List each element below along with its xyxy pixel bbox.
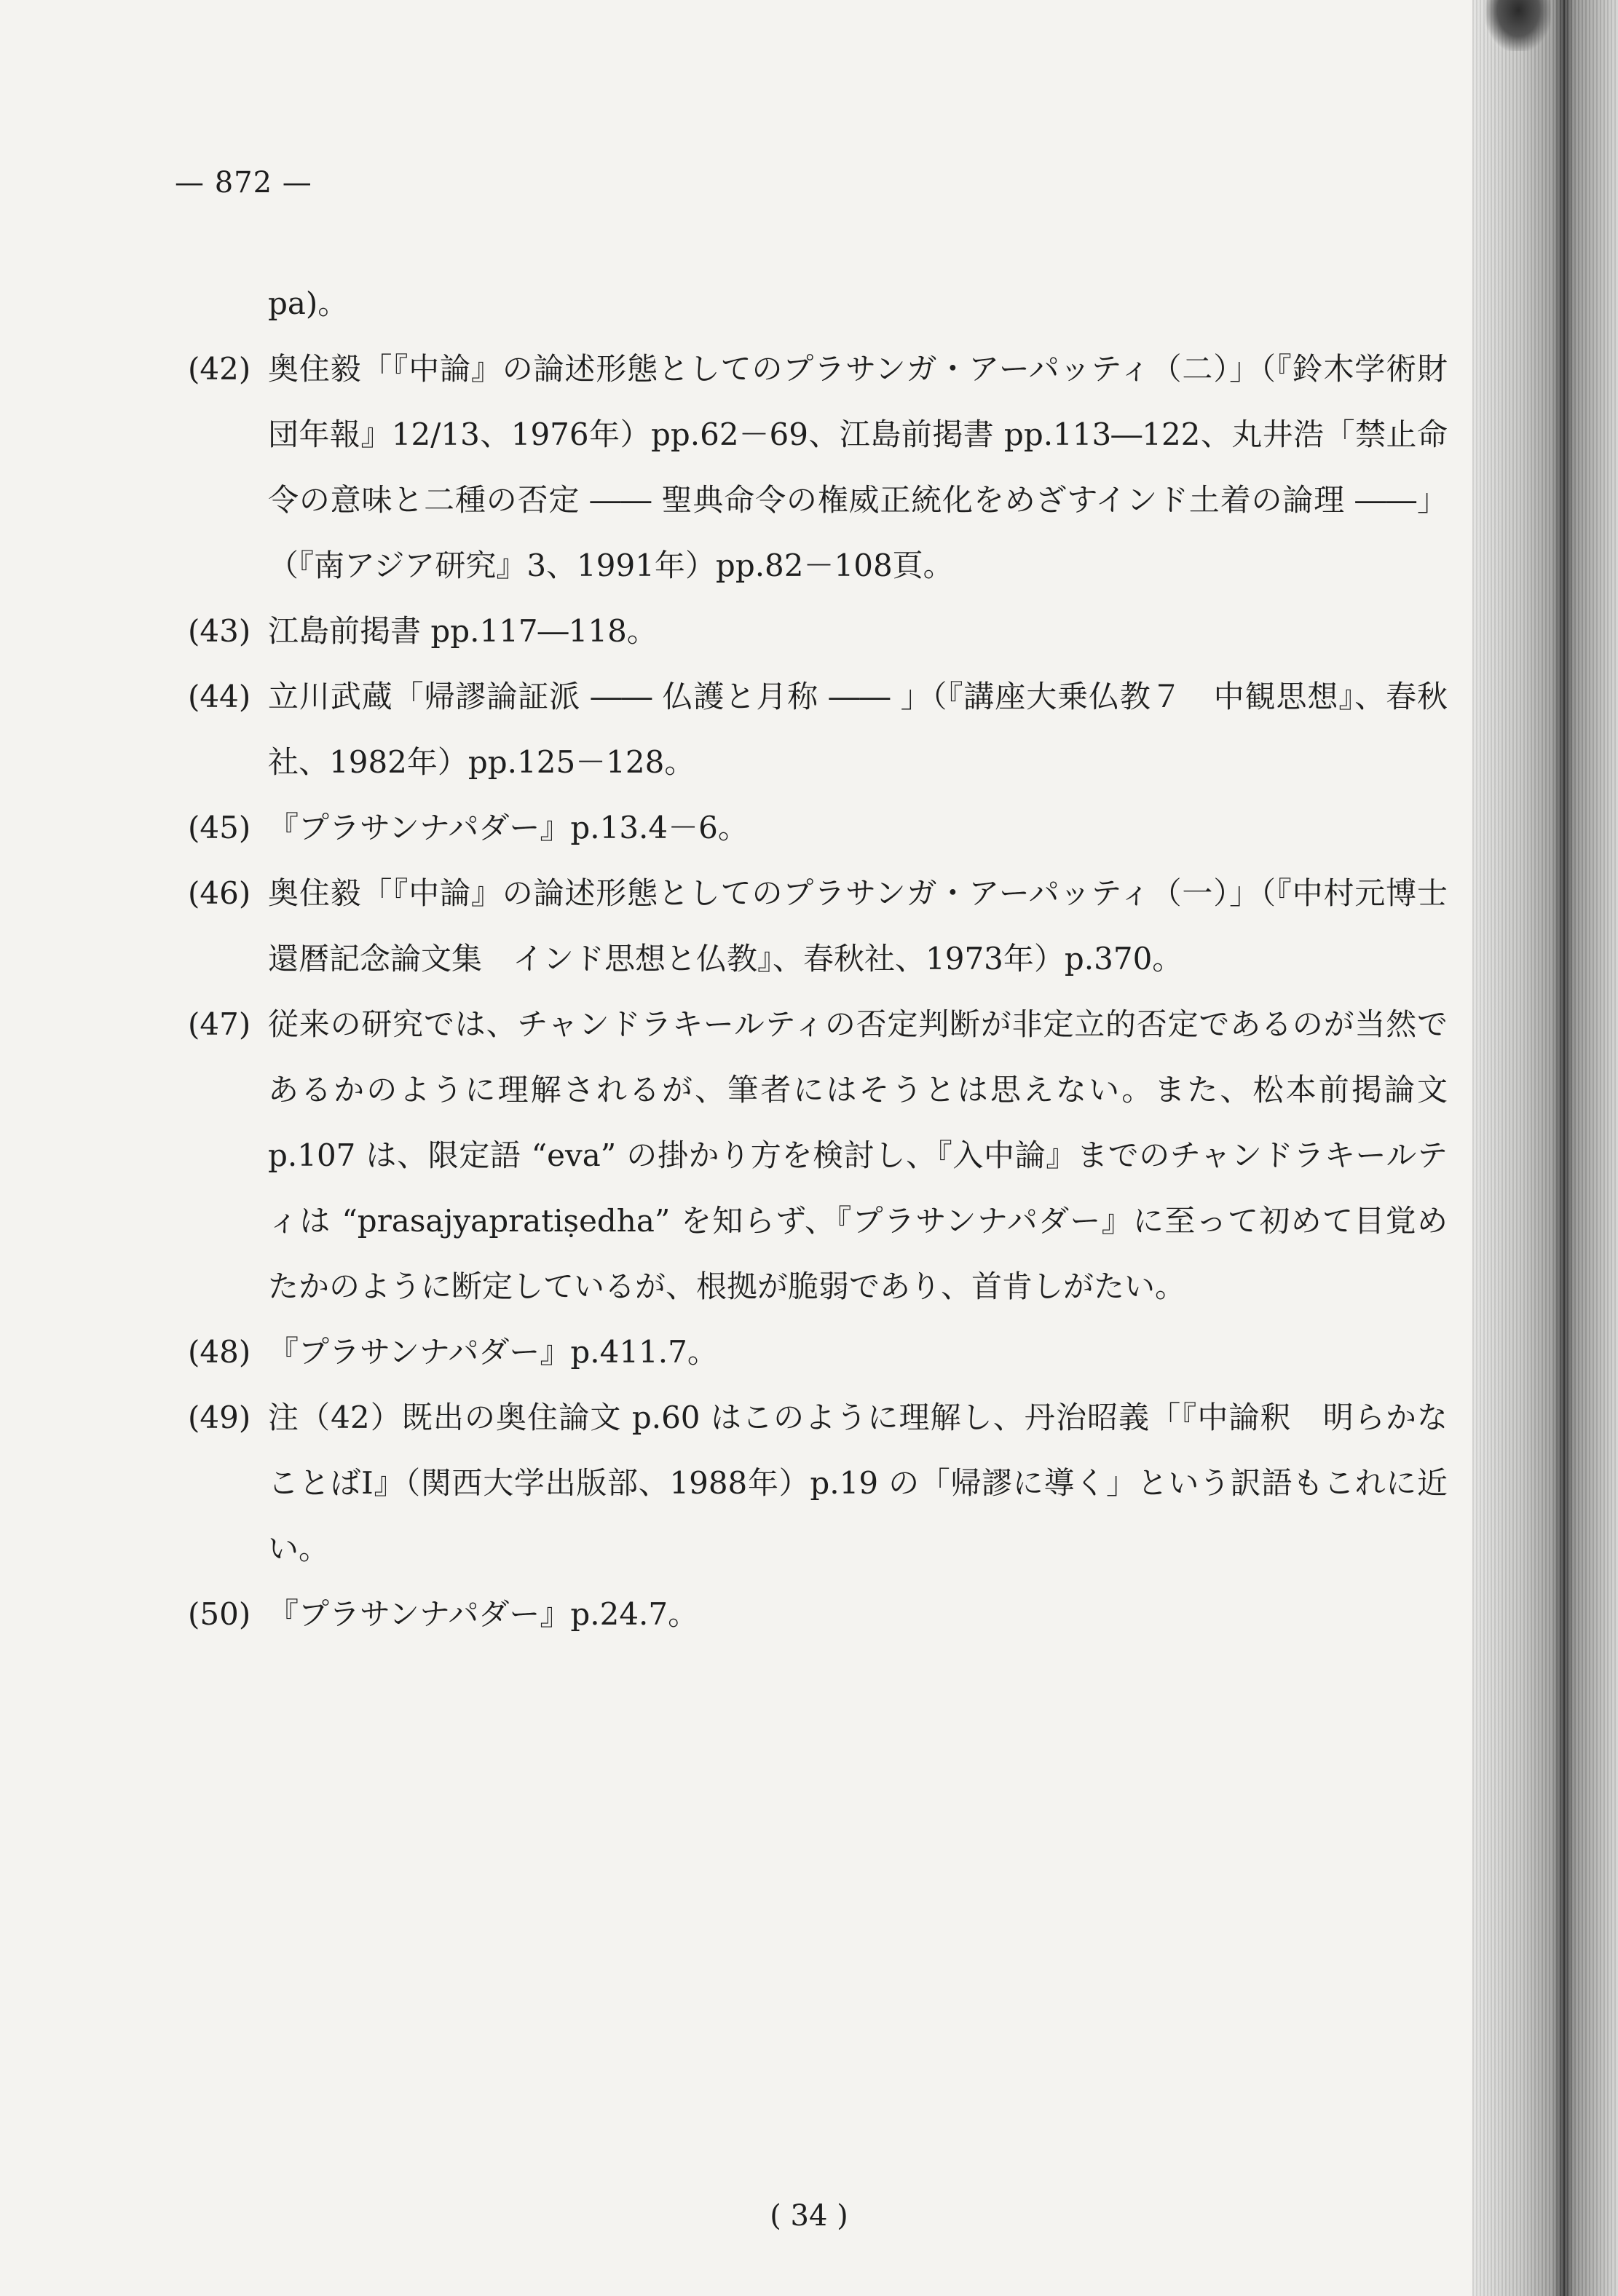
note-text: 『プラサンナパダー』p.24.7。 bbox=[268, 1596, 699, 1632]
note-49 bbox=[188, 1385, 1448, 1582]
note-47 bbox=[188, 992, 1448, 1319]
note-text: 『プラサンナパダー』p.411.7。 bbox=[268, 1334, 718, 1370]
note-text: 注（42）既出の奥住論文 p.60 はこのように理解し、丹治昭義「『中論釈 明らかなことばⅠ』（関西大学出版部、1988年）p.19 の「帰謬に導く」という訳語もこれに近い。 bbox=[268, 1400, 1448, 1566]
note-text: 奥住毅「『中論』の論述形態としてのプラサンガ・アーパッティ（一）」（『中村元博士還暦記念論文集 インド思想と仏教』、春秋社、1973年）p.370。 bbox=[268, 875, 1448, 977]
note-number: (43) bbox=[188, 613, 251, 649]
binding-clip bbox=[1485, 0, 1551, 51]
sheet-number: ( 34 ) bbox=[770, 2199, 848, 2233]
note-number: (42) bbox=[188, 351, 251, 387]
note-text: 江島前掲書 pp.117―118。 bbox=[268, 613, 658, 649]
note-text: pa)。 bbox=[268, 285, 349, 321]
page-number: — 872 — bbox=[175, 166, 312, 200]
note-50 bbox=[188, 1582, 1448, 1647]
note-46 bbox=[188, 861, 1448, 992]
note-number: (50) bbox=[188, 1596, 251, 1632]
note-number: (46) bbox=[188, 875, 251, 911]
note-text: 『プラサンナパダー』p.13.4－6。 bbox=[268, 810, 749, 845]
note-45 bbox=[188, 795, 1448, 861]
binding-shadow bbox=[1472, 0, 1618, 2296]
note-number: (44) bbox=[188, 679, 251, 714]
note-text: 従来の研究では、チャンドラキールティの否定判断が非定立的否定であるのが当然であるかのように理解されるが、筆者にはそうとは思えない。また、松本前掲論文 p.107 は、限定語 “eva” の掛かり方を検討し、『入中論』までのチャンドラキールティは “prasajyapratiṣedha” を知らず、『プラサンナパダー』に至って初めて目覚めたかのように断定しているが、根拠が脆弱であり、首肯しがたい。 bbox=[268, 1006, 1448, 1304]
note-number: (49) bbox=[188, 1400, 251, 1435]
note-continuation bbox=[188, 271, 1448, 336]
note-number: (48) bbox=[188, 1334, 251, 1370]
note-43 bbox=[188, 599, 1448, 664]
note-text: 奥住毅「『中論』の論述形態としてのプラサンガ・アーパッティ（二）」（『鈴木学術財団年報』12/13、1976年）pp.62－69、江島前掲書 pp.113―122、丸井浩「禁止命令の意味と二種の否定 ―― 聖典命令の権威正統化をめざすインド土着の論理 ――」（『南アジア研究』3、1991年）pp.82－108頁。 bbox=[268, 351, 1448, 583]
note-number: (45) bbox=[188, 810, 251, 845]
note-44 bbox=[188, 664, 1448, 795]
endnotes bbox=[188, 271, 1448, 1647]
note-number: (47) bbox=[188, 1006, 251, 1042]
note-48 bbox=[188, 1319, 1448, 1385]
note-text: 立川武蔵「帰謬論証派 ―― 仏護と月称 ―― 」（『講座大乗仏教７ 中観思想』、春秋社、1982年）pp.125－128。 bbox=[268, 679, 1448, 780]
note-42 bbox=[188, 336, 1448, 599]
